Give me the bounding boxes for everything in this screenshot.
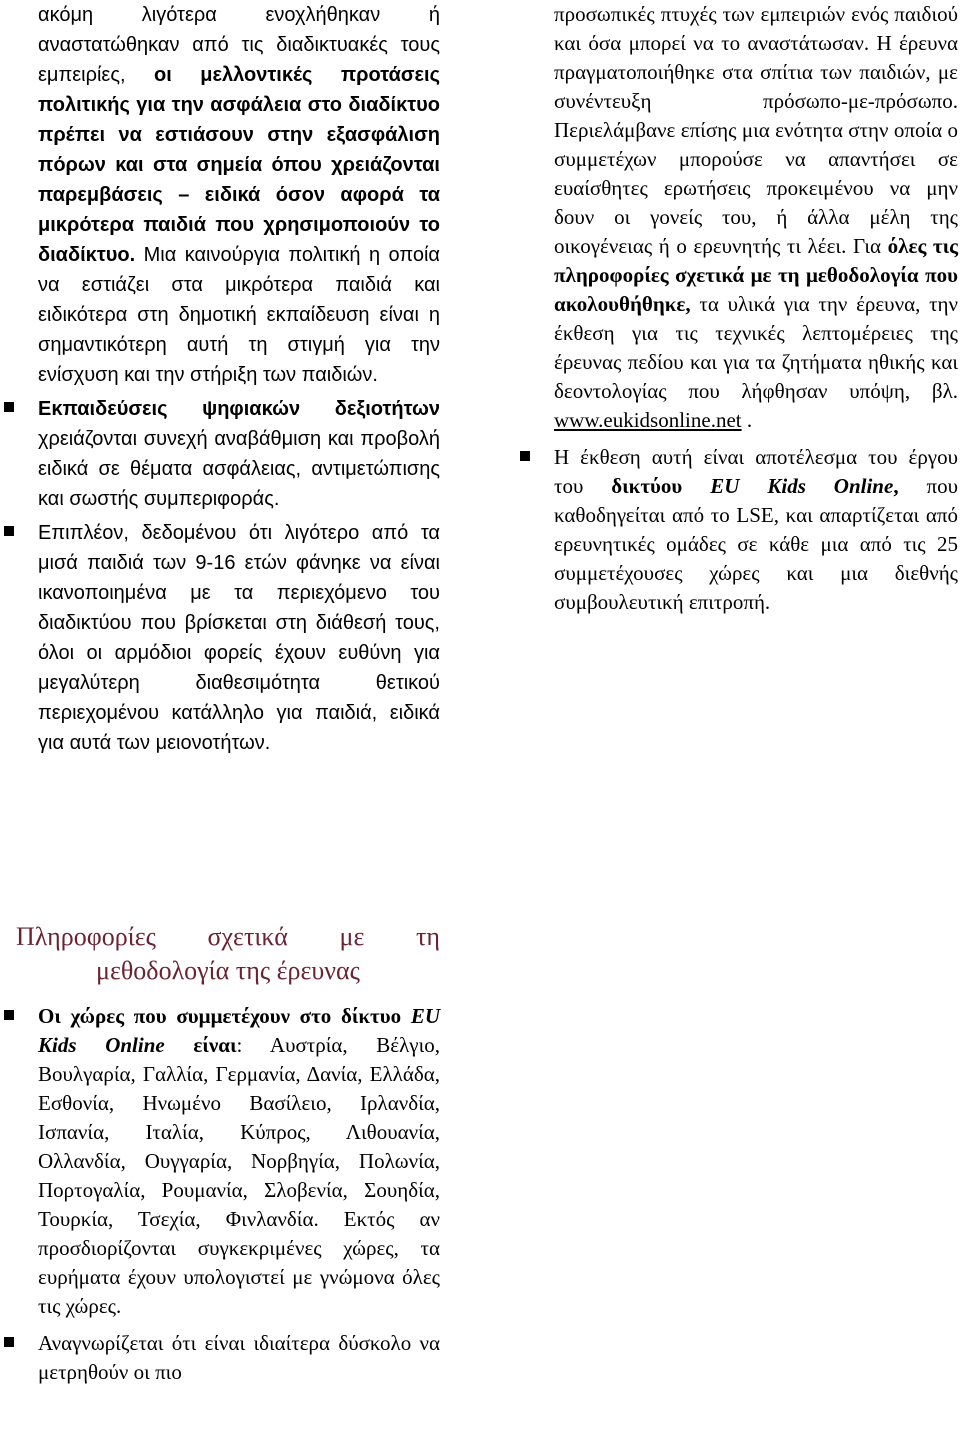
bullet-item — [38, 518, 440, 758]
bullet-square-icon — [4, 1337, 14, 1347]
text-run: χρειάζονται συνεχή αναβάθμιση και προβολή ειδικά σε θέματα ασφάλειας, αντιμετώπισης και σωστής συμπεριφοράς. — [38, 428, 440, 510]
bullet-square-icon — [4, 526, 14, 536]
text-run: που καθοδηγείται από το LSE, και απαρτίζεται από ερευνητικές ομάδες σε κάθε μια από τις 25 συμμετέχουσες χώρες και μια διεθνής συμβουλευτική επιτροπή. — [554, 474, 958, 614]
right-column — [554, 0, 958, 617]
methodology-section — [38, 1002, 440, 1387]
bold-italic-run: EU Kids Online — [710, 474, 894, 498]
bullet-square-icon — [520, 451, 530, 461]
bullet-item — [554, 443, 958, 617]
text-run: Μια καινούργια πολιτική η οποία να εστιάζει στα μικρότερα παιδιά και ειδικότερα στη δημοτική εκπαίδευση είναι η σημαντικότερη αυτή τη στιγμή για την ενίσχυση και την στήριξη των παιδιών. — [38, 244, 440, 386]
bold-run: , — [893, 474, 899, 498]
bold-run: Οι χώρες που συμμετέχουν στο δίκτυο — [38, 1004, 411, 1028]
section-heading-line1: Πληροφορίες σχετικά με τη — [16, 922, 440, 951]
bold-run: είναι — [164, 1033, 237, 1057]
bold-italic-run: EU Kids Online — [38, 1004, 440, 1057]
bold-run: Εκπαιδεύσεις ψηφιακών δεξιοτήτων — [38, 398, 440, 420]
bullet-square-icon — [4, 402, 14, 412]
text-run: Αναγνωρίζεται ότι είναι ιδιαίτερα δύσκολο να μετρηθούν οι πιο — [38, 1331, 440, 1384]
section-heading-line2: μεθοδολογία της έρευνας — [96, 956, 360, 985]
text-run: . — [741, 408, 753, 432]
left-column — [38, 0, 440, 758]
text-run: ακόμη λιγότερα ενοχλήθηκαν ή αναστατώθηκαν από τις διαδικτυακές τους εμπειρίες, — [38, 4, 440, 86]
bullet-square-icon — [4, 1010, 14, 1020]
text-run: τα υλικά για την έρευνα, την έκθεση για τις τεχνικές λεπτομέρειες της έρευνας πεδίου και για τα ζητήματα ηθικής και δεοντολογίας που λήφθησαν υπόψη, βλ. — [554, 292, 958, 403]
text-run: Επιπλέον, δεδομένου ότι λιγότερο από τα μισά παιδιά των 9-16 ετών φάνηκε να είναι ικανοποιημένα με τα περιεχόμενο του διαδικτύου που βρίσκεται στη διάθεσή τους, όλοι οι αρμόδιοι φορείς έχουν ευθύνη για μεγαλύτερη διαθεσιμότητα θετικού περιεχομένου κατάλληλο για παιδιά, ειδικά για αυτά των μειονοτήτων. — [38, 522, 440, 754]
bullet-item — [38, 1329, 440, 1387]
left-paragraph — [38, 0, 440, 390]
bullet-item — [38, 1002, 440, 1321]
bold-run: οι μελλοντικές προτάσεις πολιτικής για την ασφάλεια στο διαδίκτυο πρέπει να εστιάσουν στην εξασφάλιση πόρων και στα σημεία όπου χρειάζονται παρεμβάσεις – ειδικά όσον αφορά τα μικρότερα παιδιά που χρησιμοποιούν το διαδίκτυο. — [38, 64, 441, 266]
text-run: Η έκθεση αυτή είναι αποτέλεσμα του έργου του — [554, 445, 958, 498]
text-run: προσωπικές πτυχές των εμπειριών ενός παιδιού και όσα μπορεί να το αναστάτωσαν. Η έρευνα πραγματοποιήθηκε στα σπίτια των παιδιών, με συνέντευξη πρόσωπο-με-πρόσωπο. Περιελάμβανε επίσης μια ενότητα στην οποία ο συμμετέχων μπορούσε να απαντήσει σε ευαίσθητες ερωτήσεις προκειμένου να μην δουν οι γονείς του, ή άλλα μέλη της οικογένειας ή ο ερευνητής τι λέει. Για — [554, 2, 958, 258]
bold-run: δικτύου — [611, 474, 711, 498]
right-paragraph — [554, 0, 958, 435]
section-heading — [16, 920, 440, 988]
bold-run: όλες τις πληροφορίες σχετικά με τη μεθοδολογία που ακολουθήθηκε, — [554, 234, 958, 316]
text-run: : Αυστρία, Βέλγιο, Βουλγαρία, Γαλλία, Γερμανία, Δανία, Ελλάδα, Εσθονία, Ηνωμένο Βασίλειο, Ιρλανδία, Ισπανία, Ιταλία, Κύπρος, Λιθουανία, Ολλανδία, Ουγγαρία, Νορβηγία, Πολωνία, Πορτογαλία, Ρουμανία, Σλοβενία, Σουηδία, Τουρκία, Τσεχία, Φινλανδία. Εκτός αν προσδιορίζονται συγκεκριμένες χώρες, τα ευρήματα έχουν υπολογιστεί με γνώμονα όλες τις χώρες. — [38, 1033, 440, 1318]
bullet-item — [38, 394, 440, 514]
eukidsonline-link[interactable]: www.eukidsonline.net — [554, 408, 742, 432]
